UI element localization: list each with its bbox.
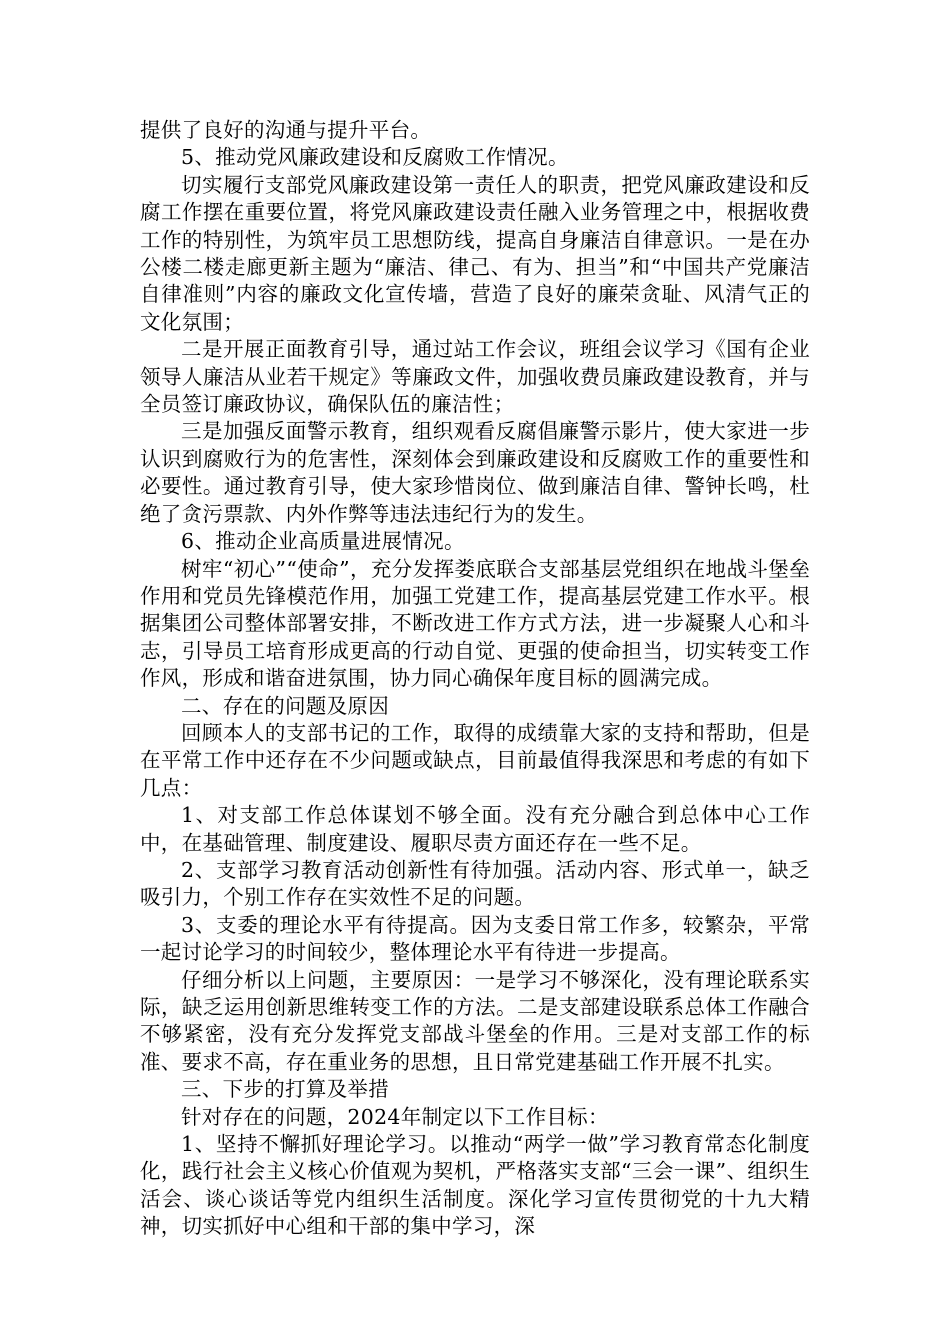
paragraph-goal-1: 1、坚持不懈抓好理论学习。以推动“两学一做”学习教育常态化制度化，践行社会主义核心价值观为契机，严格落实支部“三会一课”、组织生活会、谈心谈话等党内组织生活制度。深化学习宣传贯彻党的十九大精神，切实抓好中心组和干部的集中学习，深 [140, 1132, 810, 1239]
paragraph-continuation: 提供了良好的沟通与提升平台。 [140, 118, 432, 142]
paragraph-positive-education: 二是开展正面教育引导，通过站工作会议，班组会议学习《国有企业领导人廉洁从业若干规定》等廉政文件，加强收费员廉政建设教育，并与全员签订廉政协议，确保队伍的廉洁性； [140, 337, 810, 417]
document-body [140, 117, 810, 1241]
section-heading-high-quality: 6、推动企业高质量进展情况。 [181, 529, 465, 554]
paragraph-review: 回顾本人的支部书记的工作，取得的成绩靠大家的支持和帮助，但是在平常工作中还存在不少问题或缺点，目前最值得我深思和考虑的有如下几点： [140, 720, 810, 800]
paragraph-warning-education: 三是加强反面警示教育，组织观看反腐倡廉警示影片，使大家进一步认识到腐败行为的危害性，深刻体会到廉政建设和反腐败工作的重要性和必要性。通过教育引导，使大家珍惜岗位、做到廉洁自律、警钟长鸣，杜绝了贪污票款、内外作弊等违法违纪行为的发生。 [140, 419, 810, 526]
paragraph-problem-1: 1、对支部工作总体谋划不够全面。没有充分融合到总体中心工作中，在基础管理、制度建设、履职尽责方面还存在一些不足。 [140, 803, 810, 855]
paragraph-goals-intro: 针对存在的问题，2024年制定以下工作目标： [181, 1104, 609, 1129]
paragraph-problem-3: 3、支委的理论水平有待提高。因为支委日常工作多，较繁杂，平常一起讨论学习的时间较少，整体理论水平有待进一步提高。 [140, 912, 810, 965]
section-heading-problems: 二、存在的问题及原因 [181, 693, 389, 718]
paragraph-problem-2: 2、支部学习教育活动创新性有待加强。活动内容、形式单一，缺乏吸引力，个别工作存在实效性不足的问题。 [140, 857, 810, 910]
paragraph-responsibility: 切实履行支部党风廉政建设第一责任人的职责，把党风廉政建设和反腐工作摆在重要位置，将党风廉政建设责任融入业务管理之中，根据收费工作的特别性，为筑牢员工思想防线，提高自身廉洁自律意识。一是在办公楼二楼走廊更新主题为“廉洁、律己、有为、担当”和“中国共产党廉洁自律准则”内容的廉政文化宣传墙，营造了良好的廉荣贪耻、风清气正的文化氛围； [140, 172, 810, 334]
paragraph-cause-analysis: 仔细分析以上问题，主要原因：一是学习不够深化，没有理论联系实际，缺乏运用创新思维转变工作的方法。二是支部建设联系总体工作融合不够紧密，没有充分发挥党支部战斗堡垒的作用。三是对支部工作的标准、要求不高，存在重业务的思想，且日常党建基础工作开展不扎实。 [140, 967, 810, 1074]
section-heading-next-steps: 三、下步的打算及举措 [181, 1077, 389, 1102]
section-heading-anticorruption: 5、推动党风廉政建设和反腐败工作情况。 [181, 145, 569, 170]
paragraph-mission: 树牢“初心”“使命”，充分发挥娄底联合支部基层党组织在地战斗堡垒作用和党员先锋模范作用，加强工党建工作，提高基层党建工作水平。根据集团公司整体部署安排，不断改进工作方式方法，进一步凝聚人心和斗志，引导员工培育形成更高的行动自觉、更强的使命担当，切实转变工作作风，形成和谐奋进氛围，协力同心确保年度目标的圆满完成。 [140, 556, 810, 691]
